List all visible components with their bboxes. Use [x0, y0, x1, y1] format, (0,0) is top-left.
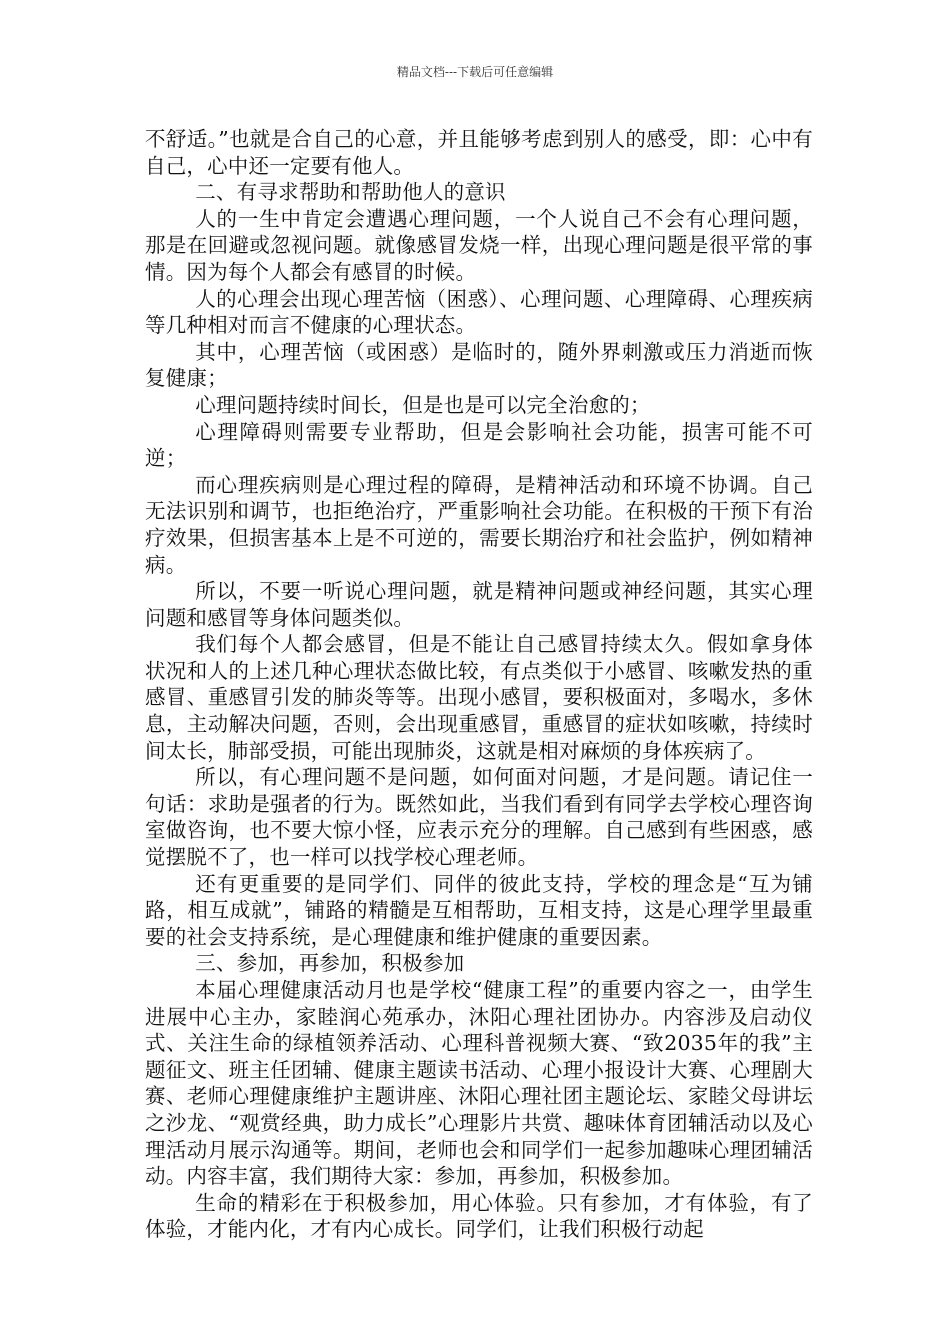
- section-heading: 三、参加，再参加，积极参加: [195, 951, 465, 976]
- paragraph: 所以，不要一听说心理问题，就是精神问题或神经问题，其实心理问题和感冒等身体问题类似。: [145, 579, 813, 630]
- paragraph: 我们每个人都会感冒，但是不能让自己感冒持续太久。假如拿身体状况和人的上述几种心理状态做比较，有点类似于小感冒、咳嗽发热的重感冒、重感冒引发的肺炎等等。出现小感冒，要积极面对，多喝水，多休息，主动解决问题，否则，会出现重感冒，重感冒的症状如咳嗽，持续时间太长，肺部受损，可能出现肺炎，这就是相对麻烦的身体疾病了。: [145, 632, 813, 763]
- document-body: [145, 126, 813, 1243]
- section-heading: 二、有寻求帮助和帮助他人的意识: [195, 180, 506, 205]
- paragraph: 心理问题持续时间长，但是也是可以完全治愈的；: [195, 392, 651, 417]
- page-header: 精品文档---下载后可任意编辑: [396, 65, 554, 79]
- paragraph: 本届心理健康活动月也是学校“健康工程”的重要内容之一，由学生进展中心主办，家睦润心苑承办，沐阳心理社团协办。内容涉及启动仪式、关注生命的绿植领养活动、心理科普视频大赛、“致2035年的我”主题征文、班主任团辅、健康主题读书活动、心理小报设计大赛、心理剧大赛、老师心理健康维护主题讲座、沐阳心理社团主题论坛、家睦父母讲坛之沙龙、“观赏经典，助力成长”心理影片共赏、趣味体育团辅活动以及心理活动月展示沟通等。期间，老师也会和同学们一起参加趣味心理团辅活动。内容丰富，我们期待大家：参加，再参加，积极参加。: [145, 978, 813, 1189]
- paragraph: 其中，心理苦恼（或困惑）是临时的，随外界刺激或压力消逝而恢复健康；: [145, 339, 813, 391]
- paragraph: 不舒适。”也就是合自己的心意，并且能够考虑到别人的感受，即：心中有自己，心中还一定要有他人。: [145, 127, 813, 178]
- paragraph: 所以，有心理问题不是问题，如何面对问题，才是问题。请记住一句话：求助是强者的行为。既然如此，当我们看到有同学去学校心理咨询室做咨询，也不要大惊小怪，应表示充分的理解。自己感到有些困惑，感觉摆脱不了，也一样可以找学校心理老师。: [145, 765, 813, 870]
- paragraph: 心理障碍则需要专业帮助，但是会影响社会功能，损害可能不可逆；: [145, 419, 813, 471]
- paragraph: 还有更重要的是同学们、同伴的彼此支持，学校的理念是“互为铺路，相互成就”，铺路的精髓是互相帮助，互相支持，这是心理学里最重要的社会支持系统，是心理健康和维护健康的重要因素。: [145, 871, 813, 949]
- paragraph: 人的心理会出现心理苦恼（困惑）、心理问题、心理障碍、心理疾病等几种相对而言不健康的心理状态。: [145, 286, 813, 338]
- paragraph: 人的一生中肯定会遭遇心理问题，一个人说自己不会有心理问题，那是在回避或忽视问题。就像感冒发烧一样，出现心理问题是很平常的事情。因为每个人都会有感冒的时候。: [145, 206, 813, 284]
- paragraph: 而心理疾病则是心理过程的障碍，是精神活动和环境不协调。自己无法识别和调节，也拒绝治疗，严重影响社会功能。在积极的干预下有治疗效果，但损害基本上是不可逆的，需要长期治疗和社会监护，例如精神病。: [145, 472, 813, 577]
- paragraph: 生命的精彩在于积极参加，用心体验。只有参加，才有体验，有了体验，才能内化，才有内心成长。同学们，让我们积极行动起: [145, 1190, 813, 1242]
